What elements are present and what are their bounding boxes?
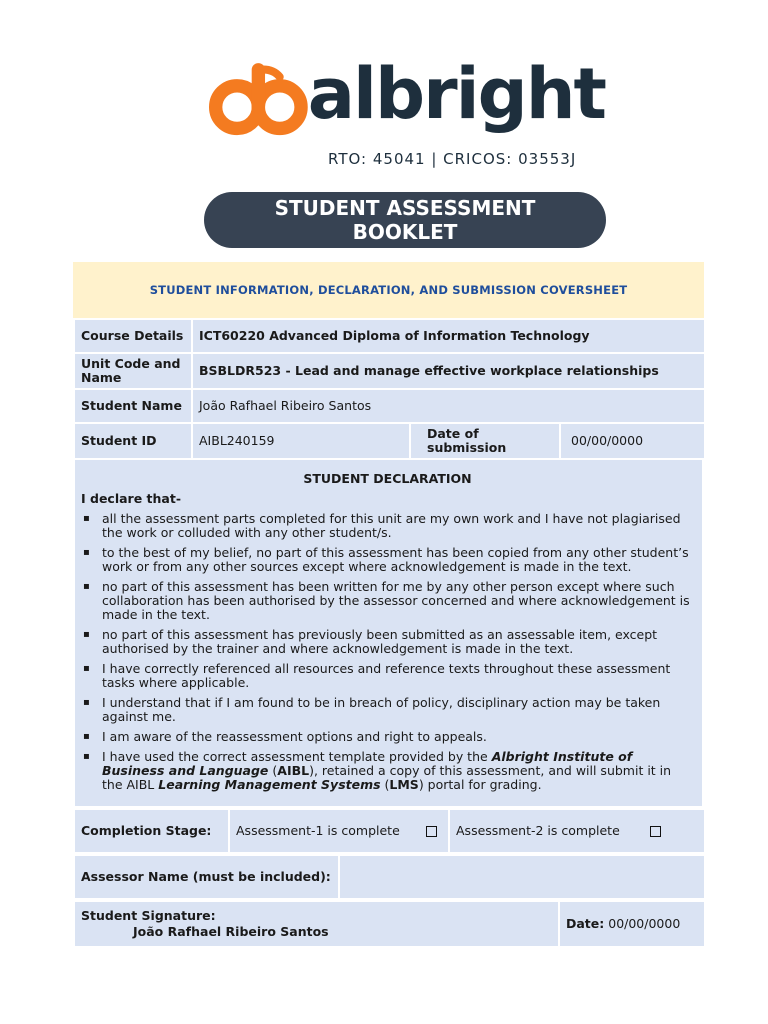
declaration-title: STUDENT DECLARATION [303, 471, 472, 486]
signature-date-label: Date: [566, 916, 605, 931]
unit-code-label: Unit Code and Name [74, 353, 192, 389]
declaration-intro: I declare that- [81, 491, 182, 506]
assessment-2-cell [449, 809, 705, 853]
decl-text: ) portal for grading. [418, 777, 542, 792]
table-row [74, 901, 705, 947]
date-of-submission-field[interactable]: 00/00/0000 [560, 423, 705, 459]
institute-name: Albright Institute of Business and Language [102, 749, 633, 778]
albright-wordmark: albright [307, 53, 605, 135]
assessment-1-checkbox[interactable] [426, 826, 437, 837]
table-row [74, 389, 705, 423]
list-item: ▪ no part of this assessment has previously been submitted as an assessable item, except authorised by the trainer and where acknowledgement is made in the text. [81, 628, 694, 656]
date-of-submission-label: Date of submission [410, 423, 560, 459]
rto-cricos-line: RTO: 45041 | CRICOS: 03553J [328, 150, 577, 168]
student-signature-label: Student Signature: [81, 908, 216, 923]
student-signature-name: João Rafhael Ribeiro Santos [133, 924, 329, 939]
student-declaration [73, 460, 704, 808]
assessment-1-cell [229, 809, 449, 853]
completion-table [73, 808, 706, 854]
list-item: ▪ all the assessment parts completed for this unit are my own work and I have not plagiarised the work or colluded with any other student/s. [81, 512, 694, 540]
declaration-list [81, 512, 694, 792]
decl-text: I have used the correct assessment template provided by the [102, 749, 492, 764]
decl-text: ( [268, 763, 278, 778]
page-title-banner [204, 192, 606, 248]
list-item [81, 750, 694, 792]
list-item: ▪ I am aware of the reassessment options and right to appeals. [81, 730, 694, 744]
coversheet [73, 262, 704, 948]
table-row [74, 319, 705, 353]
signature-date-cell[interactable] [559, 901, 705, 947]
list-item: ▪ to the best of my belief, no part of this assessment has been copied from any other student’s work or from any other sources except where acknowledgement is made in the text. [81, 546, 694, 574]
student-id-label: Student ID [74, 423, 192, 459]
table-row [74, 855, 705, 899]
assessor-name-label: Assessor Name (must be included): [74, 855, 339, 899]
table-row [74, 423, 705, 459]
list-item: ▪ I have correctly referenced all resources and reference texts throughout these assessment tasks where applicable. [81, 662, 694, 690]
course-details-value: ICT60220 Advanced Diploma of Information Technology [192, 319, 705, 353]
aibl-abbr: AIBL [277, 763, 310, 778]
student-signature-cell[interactable] [74, 901, 559, 947]
unit-code-value: BSBLDR523 - Lead and manage effective workplace relationships [192, 353, 705, 389]
signature-date-value: 00/00/0000 [604, 916, 681, 931]
completion-stage-label: Completion Stage: [74, 809, 229, 853]
assessor-table [73, 854, 706, 900]
signature-table [73, 900, 706, 948]
assessor-name-field[interactable] [339, 855, 705, 899]
assessment-1-label: Assessment-1 is complete [236, 823, 400, 838]
page-title: STUDENT ASSESSMENT BOOKLET [274, 196, 536, 244]
coversheet-header: STUDENT INFORMATION, DECLARATION, AND SUBMISSION COVERSHEET [73, 262, 704, 318]
course-details-label: Course Details [74, 319, 192, 353]
albright-logo [205, 55, 605, 145]
albright-logo-mark-icon [205, 60, 312, 140]
decl-text: ), retained a copy of this assessment, and will submit it in the AIBL [102, 763, 672, 792]
list-item: ▪ no part of this assessment has been written for me by any other person except where such collaboration has been authorised by the assessor concerned and where acknowledgement is made in the text. [81, 580, 694, 622]
student-name-field[interactable]: João Rafhael Ribeiro Santos [192, 389, 705, 423]
decl-text: ( [380, 777, 390, 792]
list-item: ▪ I understand that if I am found to be in breach of policy, disciplinary action may be taken against me. [81, 696, 694, 724]
assessment-2-checkbox[interactable] [650, 826, 661, 837]
assessment-2-label: Assessment-2 is complete [456, 823, 620, 838]
lms-abbr: LMS [389, 777, 419, 792]
table-row [74, 353, 705, 389]
lms-name: Learning Management Systems [158, 777, 381, 792]
table-row [74, 809, 705, 853]
student-name-label: Student Name [74, 389, 192, 423]
student-info-table [73, 318, 706, 460]
student-id-field[interactable]: AIBL240159 [192, 423, 410, 459]
